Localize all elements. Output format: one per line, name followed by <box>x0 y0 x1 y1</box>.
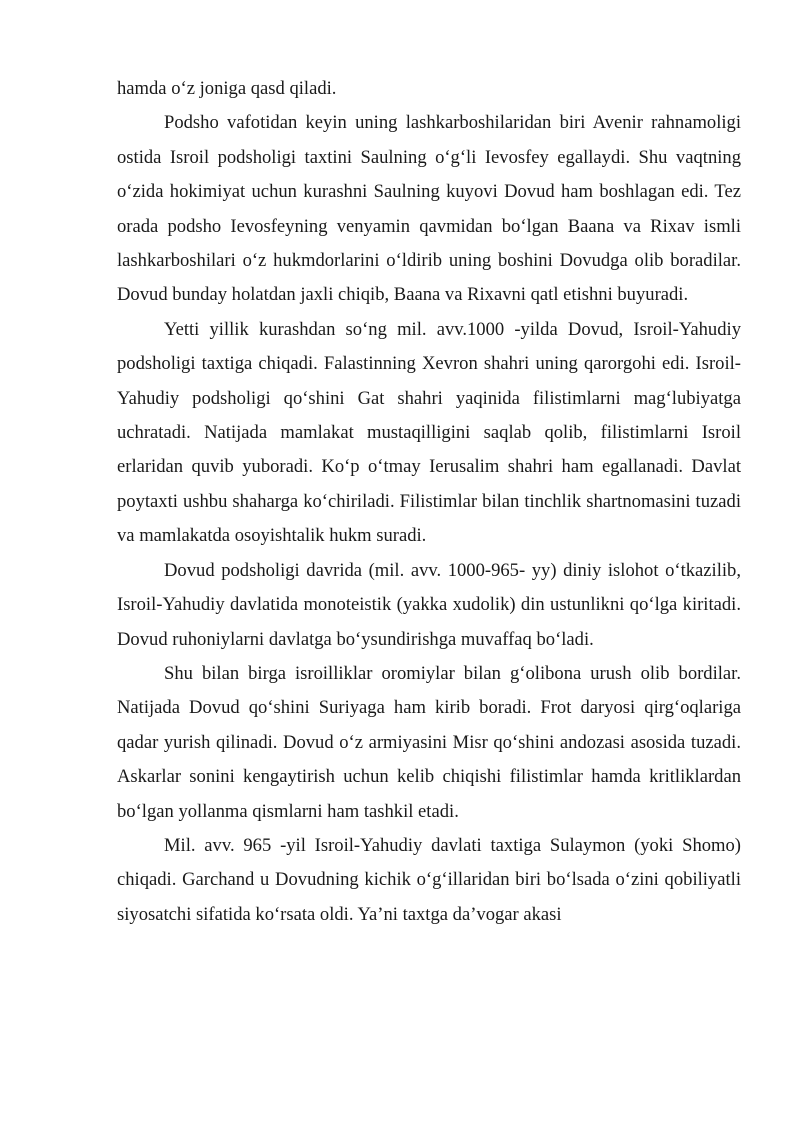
document-page <box>117 72 741 932</box>
paragraph: Podsho vafotidan keyin uning lashkarboshilaridan biri Avenir rahnamoligi ostida Isroil podsholigi taxtini Saulning o‘g‘li Ievosfey egallaydi. Shu vaqtning o‘zida hokimiyat uchun kurashni Saulning kuyovi Dovud ham boshlagan edi. Tez orada podsho Ievosfeyning venyamin qavmidan bo‘lgan Baana va Rixav ismli lashkarboshilari o‘z hukmdorlarini o‘ldirib uning boshini Dovudga olib boradilar. Dovud bunday holatdan jaxli chiqib, Baana va Rixavni qatl etishni buyuradi. <box>117 112 741 306</box>
paragraph-continuation: hamda o‘z joniga qasd qiladi. <box>117 78 337 99</box>
paragraph: Yetti yillik kurashdan so‘ng mil. avv.1000 -yilda Dovud, Isroil-Yahudiy podsholigi taxtiga chiqadi. Falastinning Xevron shahri uning qarorgohi edi. Isroil- Yahudiy podsholigi qo‘shini Gat shahri yaqinida filistimlarni mag‘lubiyatga uchratadi. Natijada mamlakat mustaqilligini saqlab qolib, filistimlarni Isroil erlaridan quvib yuboradi. Ko‘p o‘tmay Ierusalim shahri ham egallanadi. Davlat poytaxti ushbu shaharga ko‘chiriladi. Filistimlar bilan tinchlik shartnomasini tuzadi va mamlakatda osoyishtalik hukm suradi. <box>117 318 741 547</box>
paragraph: Shu bilan birga isroilliklar oromiylar bilan g‘olibona urush olib bordilar. Natijada Dovud qo‘shini Suriyaga ham kirib boradi. Frot daryosi qirg‘oqlariga qadar yurish qilinadi. Dovud o‘z armiyasini Misr qo‘shini andozasi asosida tuzadi. Askarlar sonini kengaytirish uchun kelib chiqishi filistimlar hamda kritliklardan bo‘lgan yollanma qismlarni ham tashkil etadi. <box>117 662 741 822</box>
paragraph: Dovud podsholigi davrida (mil. avv. 1000-965- yy) diniy islohot o‘tkazilib, Isroil-Yahudiy davlatida monoteistik (yakka xudolik) din ustunlikni qo‘lga kiritadi. Dovud ruhoniylarni davlatga bo‘ysundirishga muvaffaq bo‘ladi. <box>117 559 741 650</box>
paragraph: Mil. avv. 965 -yil Isroil-Yahudiy davlati taxtiga Sulaymon (yoki Shomo) chiqadi. Garchand u Dovudning kichik o‘g‘illaridan biri bo‘lsada o‘zini qobiliyatli siyosatchi sifatida ko‘rsata oldi. Ya’ni taxtga da’vogar akasi <box>117 834 741 925</box>
